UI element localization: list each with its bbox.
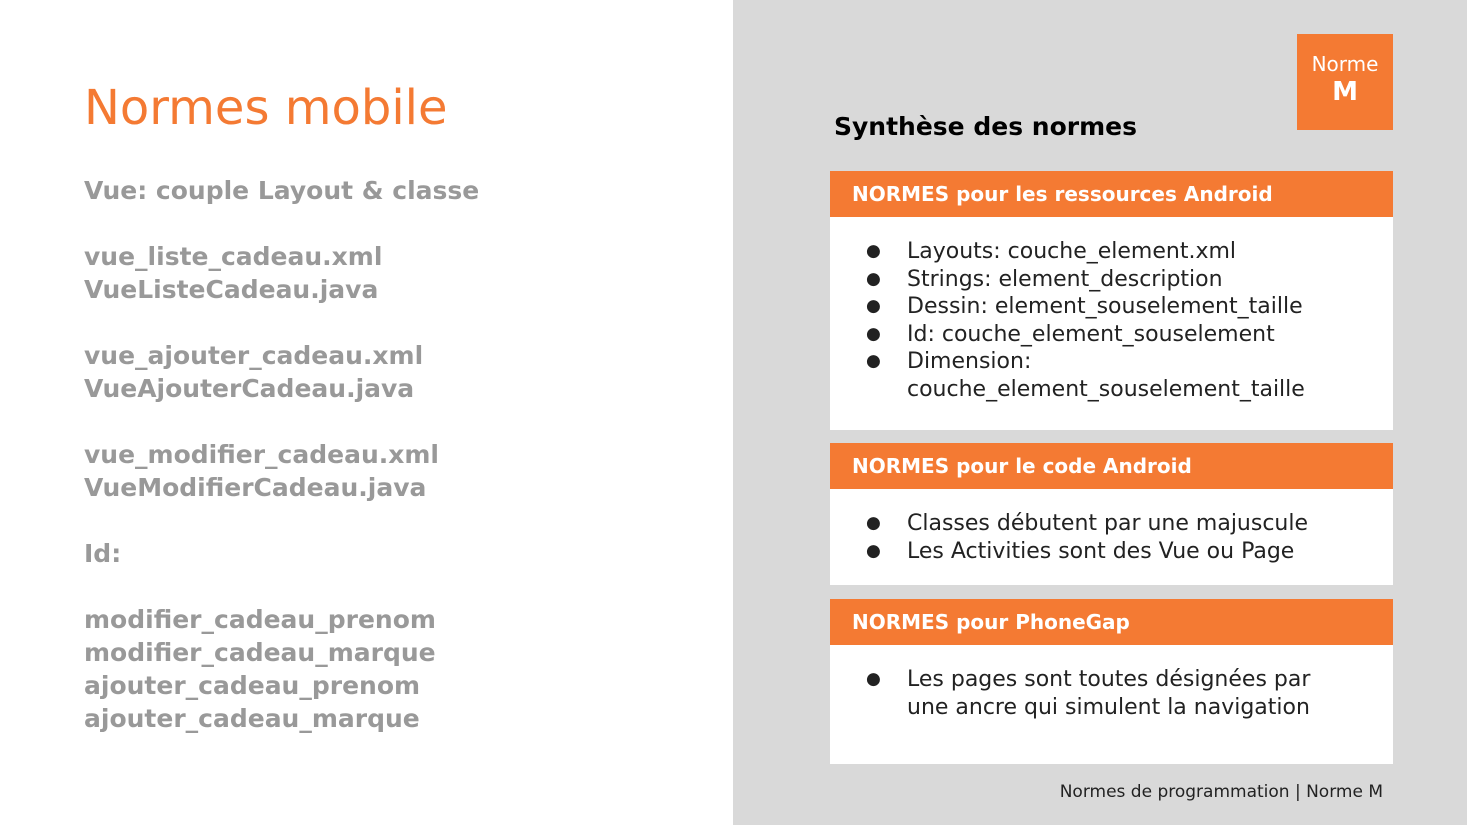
list-item: ● Layouts: couche_element.xml bbox=[866, 239, 1237, 264]
card-header: NORMES pour le code Android bbox=[830, 443, 1393, 489]
left-line: VueAjouterCadeau.java bbox=[84, 374, 415, 403]
slide-title: Normes mobile bbox=[84, 80, 448, 136]
left-line: vue_ajouter_cadeau.xml bbox=[84, 341, 424, 370]
list-item: ● Les Activities sont des Vue ou Page bbox=[866, 538, 1295, 564]
card-header: NORMES pour PhoneGap bbox=[830, 599, 1393, 645]
card-header: NORMES pour les ressources Android bbox=[830, 171, 1393, 217]
view-naming-list bbox=[84, 174, 704, 735]
list-item: ● Id: couche_element_souselement bbox=[866, 321, 1275, 347]
left-line bbox=[84, 570, 704, 603]
left-line bbox=[84, 405, 704, 438]
list-item: ● Dimension: couche_element_souselement_taille bbox=[866, 349, 1305, 402]
left-line bbox=[84, 306, 704, 339]
bullet-icon: ● bbox=[866, 241, 881, 261]
list-item: ● Classes débutent par une majuscule bbox=[866, 511, 1309, 536]
list-item: ● Dessin: element_souselement_taille bbox=[866, 294, 1303, 319]
left-line: Id: bbox=[84, 539, 122, 568]
left-line: Vue: couple Layout & classe bbox=[84, 176, 480, 205]
list-item: ● Les pages sont toutes désignées par une ancre qui simulent la navigation bbox=[866, 667, 1311, 720]
left-line: VueListeCadeau.java bbox=[84, 275, 379, 304]
left-line bbox=[84, 504, 704, 537]
left-line: modifier_cadeau_marque bbox=[84, 638, 436, 667]
left-line: ajouter_cadeau_marque bbox=[84, 704, 420, 733]
bullet-icon: ● bbox=[866, 268, 881, 289]
card-android-code bbox=[830, 443, 1393, 585]
bullet-icon: ● bbox=[866, 296, 881, 316]
left-line: ajouter_cadeau_prenom bbox=[84, 671, 421, 700]
footer-text: Normes de programmation | Norme M bbox=[1059, 782, 1383, 802]
bullet-icon: ● bbox=[866, 513, 881, 533]
card-phonegap bbox=[830, 599, 1393, 764]
bullet-icon: ● bbox=[866, 351, 881, 371]
left-line: modifier_cadeau_prenom bbox=[84, 605, 436, 634]
list-item: ● Strings: element_description bbox=[866, 266, 1223, 292]
left-line bbox=[84, 207, 704, 240]
synthesis-title: Synthèse des normes bbox=[834, 112, 1137, 141]
bullet-list bbox=[830, 217, 1393, 403]
badge-letter: M bbox=[1332, 77, 1358, 107]
bullet-icon: ● bbox=[866, 323, 881, 344]
bullet-icon: ● bbox=[866, 669, 881, 689]
badge-label: Norme bbox=[1311, 52, 1379, 76]
left-panel bbox=[0, 0, 733, 825]
left-line: vue_modifier_cadeau.xml bbox=[84, 440, 440, 469]
left-line: vue_liste_cadeau.xml bbox=[84, 242, 383, 271]
left-line: VueModifierCadeau.java bbox=[84, 473, 427, 502]
card-android-resources bbox=[830, 171, 1393, 430]
bullet-list bbox=[830, 645, 1393, 721]
bullet-list bbox=[830, 489, 1393, 565]
norme-badge bbox=[1297, 34, 1393, 130]
bullet-icon: ● bbox=[866, 540, 881, 561]
